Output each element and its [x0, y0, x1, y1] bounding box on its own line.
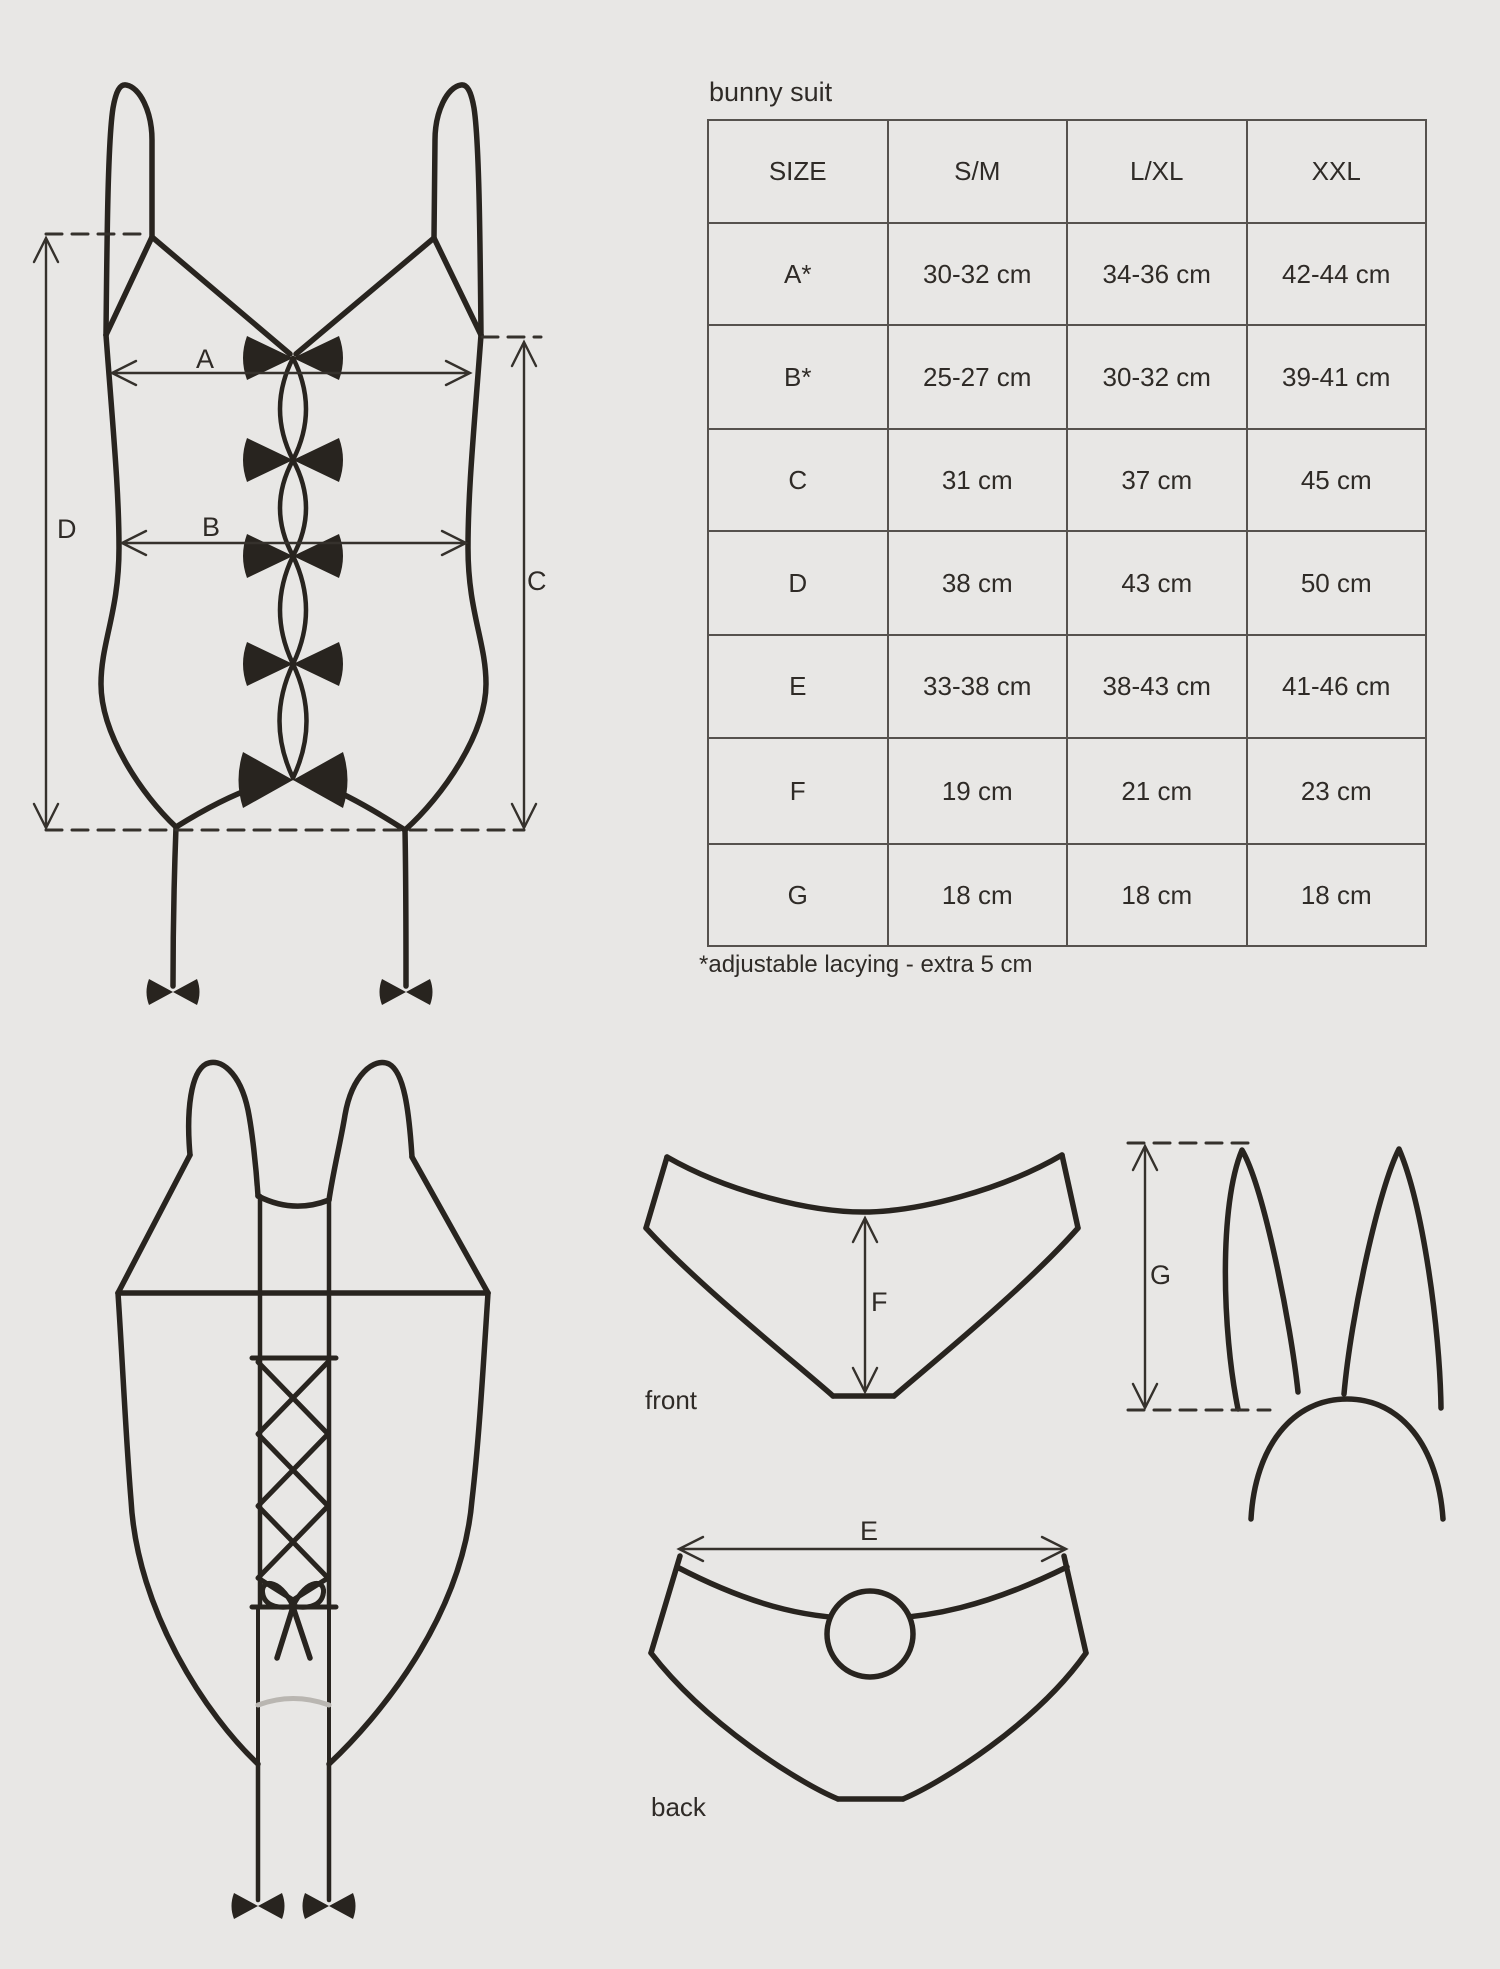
size-table-header-cell: L/XL — [1067, 120, 1247, 223]
back-left-strap — [189, 1062, 258, 1196]
ear-left — [1225, 1150, 1298, 1409]
panty-front-leg-right — [894, 1228, 1078, 1396]
front-garter-strap-left — [173, 827, 176, 986]
back-side-seam-right — [329, 1293, 488, 1764]
size-table-cell: 39-41 cm — [1247, 325, 1427, 429]
back-scoop — [258, 1196, 329, 1206]
front-lacing — [280, 358, 307, 778]
size-table-cell: 45 cm — [1247, 429, 1427, 531]
size-table-header-row — [708, 120, 1426, 223]
panty-front-waist — [667, 1155, 1062, 1212]
front-right-strap — [434, 85, 481, 335]
back-view-label: back — [651, 1792, 706, 1822]
panty-back-side-right — [1064, 1556, 1086, 1653]
back-crotch-arc — [258, 1699, 329, 1706]
size-table-cell: 50 cm — [1247, 531, 1427, 635]
front-neckline-right — [296, 238, 434, 354]
front-side-seam-right — [405, 335, 486, 830]
size-table-row-label: C — [708, 429, 888, 531]
panty-back-leg-right — [903, 1653, 1086, 1799]
size-table-row-label: B* — [708, 325, 888, 429]
page-title: bunny suit — [709, 77, 833, 107]
dimension-label-a: A — [196, 344, 215, 374]
dimension-label-d: D — [57, 514, 77, 544]
size-table-cell: 31 cm — [888, 429, 1068, 531]
size-table-cell: 38-43 cm — [1067, 635, 1247, 738]
front-neckline-left — [152, 237, 290, 354]
size-table-row — [708, 325, 1426, 429]
size-table-cell: 18 cm — [1067, 844, 1247, 946]
front-view-label: front — [645, 1385, 698, 1415]
size-table — [707, 119, 1427, 947]
table-footnote: *adjustable lacying - extra 5 cm — [699, 951, 1033, 978]
size-table-row — [708, 635, 1426, 738]
back-garter-bows — [232, 1893, 356, 1919]
size-table-row — [708, 844, 1426, 946]
size-table-cell: 37 cm — [1067, 429, 1247, 531]
size-table-cell: 19 cm — [888, 738, 1068, 844]
front-side-seam-left — [101, 335, 176, 827]
size-table-row — [708, 738, 1426, 844]
dimension-label-f: F — [871, 1287, 888, 1317]
front-left-strap — [106, 85, 152, 335]
size-table-row-label: G — [708, 844, 888, 946]
back-bow-tails — [277, 1607, 310, 1658]
back-lacing-zigzag — [258, 1362, 328, 1600]
dimension-label-c: C — [527, 566, 547, 596]
size-table-row-label: E — [708, 635, 888, 738]
size-table-row-label: D — [708, 531, 888, 635]
back-shoulder-right — [412, 1157, 488, 1293]
bunny-ears-drawing — [1225, 1149, 1443, 1519]
panty-back-leg-left — [651, 1653, 838, 1799]
size-table-cell: 38 cm — [888, 531, 1068, 635]
panty-back-side-left — [651, 1556, 680, 1653]
back-shoulder-left — [118, 1155, 190, 1293]
panty-front-leg-left — [646, 1228, 833, 1396]
size-table-cell: 42-44 cm — [1247, 223, 1427, 325]
front-right-strap-join — [434, 238, 481, 335]
ear-right — [1344, 1149, 1441, 1408]
bodysuit-front-drawing — [101, 85, 486, 1005]
size-table-row-label: F — [708, 738, 888, 844]
size-table-row — [708, 429, 1426, 531]
dimension-label-b: B — [202, 512, 221, 542]
bodysuit-back-drawing — [118, 1062, 488, 1919]
size-table-header-cell: S/M — [888, 120, 1068, 223]
dimension-label-e: E — [860, 1516, 879, 1546]
size-table-cell: 30-32 cm — [888, 223, 1068, 325]
panty-front-side-right — [1062, 1155, 1078, 1228]
size-table-cell: 43 cm — [1067, 531, 1247, 635]
panties-back-drawing — [651, 1556, 1086, 1799]
size-table-cell: 41-46 cm — [1247, 635, 1427, 738]
size-table-cell: 25-27 cm — [888, 325, 1068, 429]
panty-front-side-left — [646, 1157, 667, 1228]
size-table-row — [708, 223, 1426, 325]
size-table-cell: 18 cm — [1247, 844, 1427, 946]
size-table-cell: 18 cm — [888, 844, 1068, 946]
front-garter-strap-right — [405, 830, 406, 986]
size-table-cell: 21 cm — [1067, 738, 1247, 844]
size-table-header-cell: SIZE — [708, 120, 888, 223]
panties-front-drawing — [646, 1155, 1078, 1396]
size-table-cell: 34-36 cm — [1067, 223, 1247, 325]
back-side-seam-left — [118, 1293, 258, 1764]
dimension-label-g: G — [1150, 1260, 1172, 1290]
dimension-d-arrow — [34, 238, 58, 828]
size-table-row — [708, 531, 1426, 635]
size-table-cell: 23 cm — [1247, 738, 1427, 844]
size-table-header-cell: XXL — [1247, 120, 1427, 223]
size-table-cell: 30-32 cm — [1067, 325, 1247, 429]
front-left-strap-join — [106, 237, 152, 335]
panty-back-tail-hole — [827, 1591, 913, 1677]
back-right-strap — [329, 1063, 412, 1200]
headband — [1251, 1399, 1443, 1519]
size-table-row-label: A* — [708, 223, 888, 325]
size-table-cell: 33-38 cm — [888, 635, 1068, 738]
